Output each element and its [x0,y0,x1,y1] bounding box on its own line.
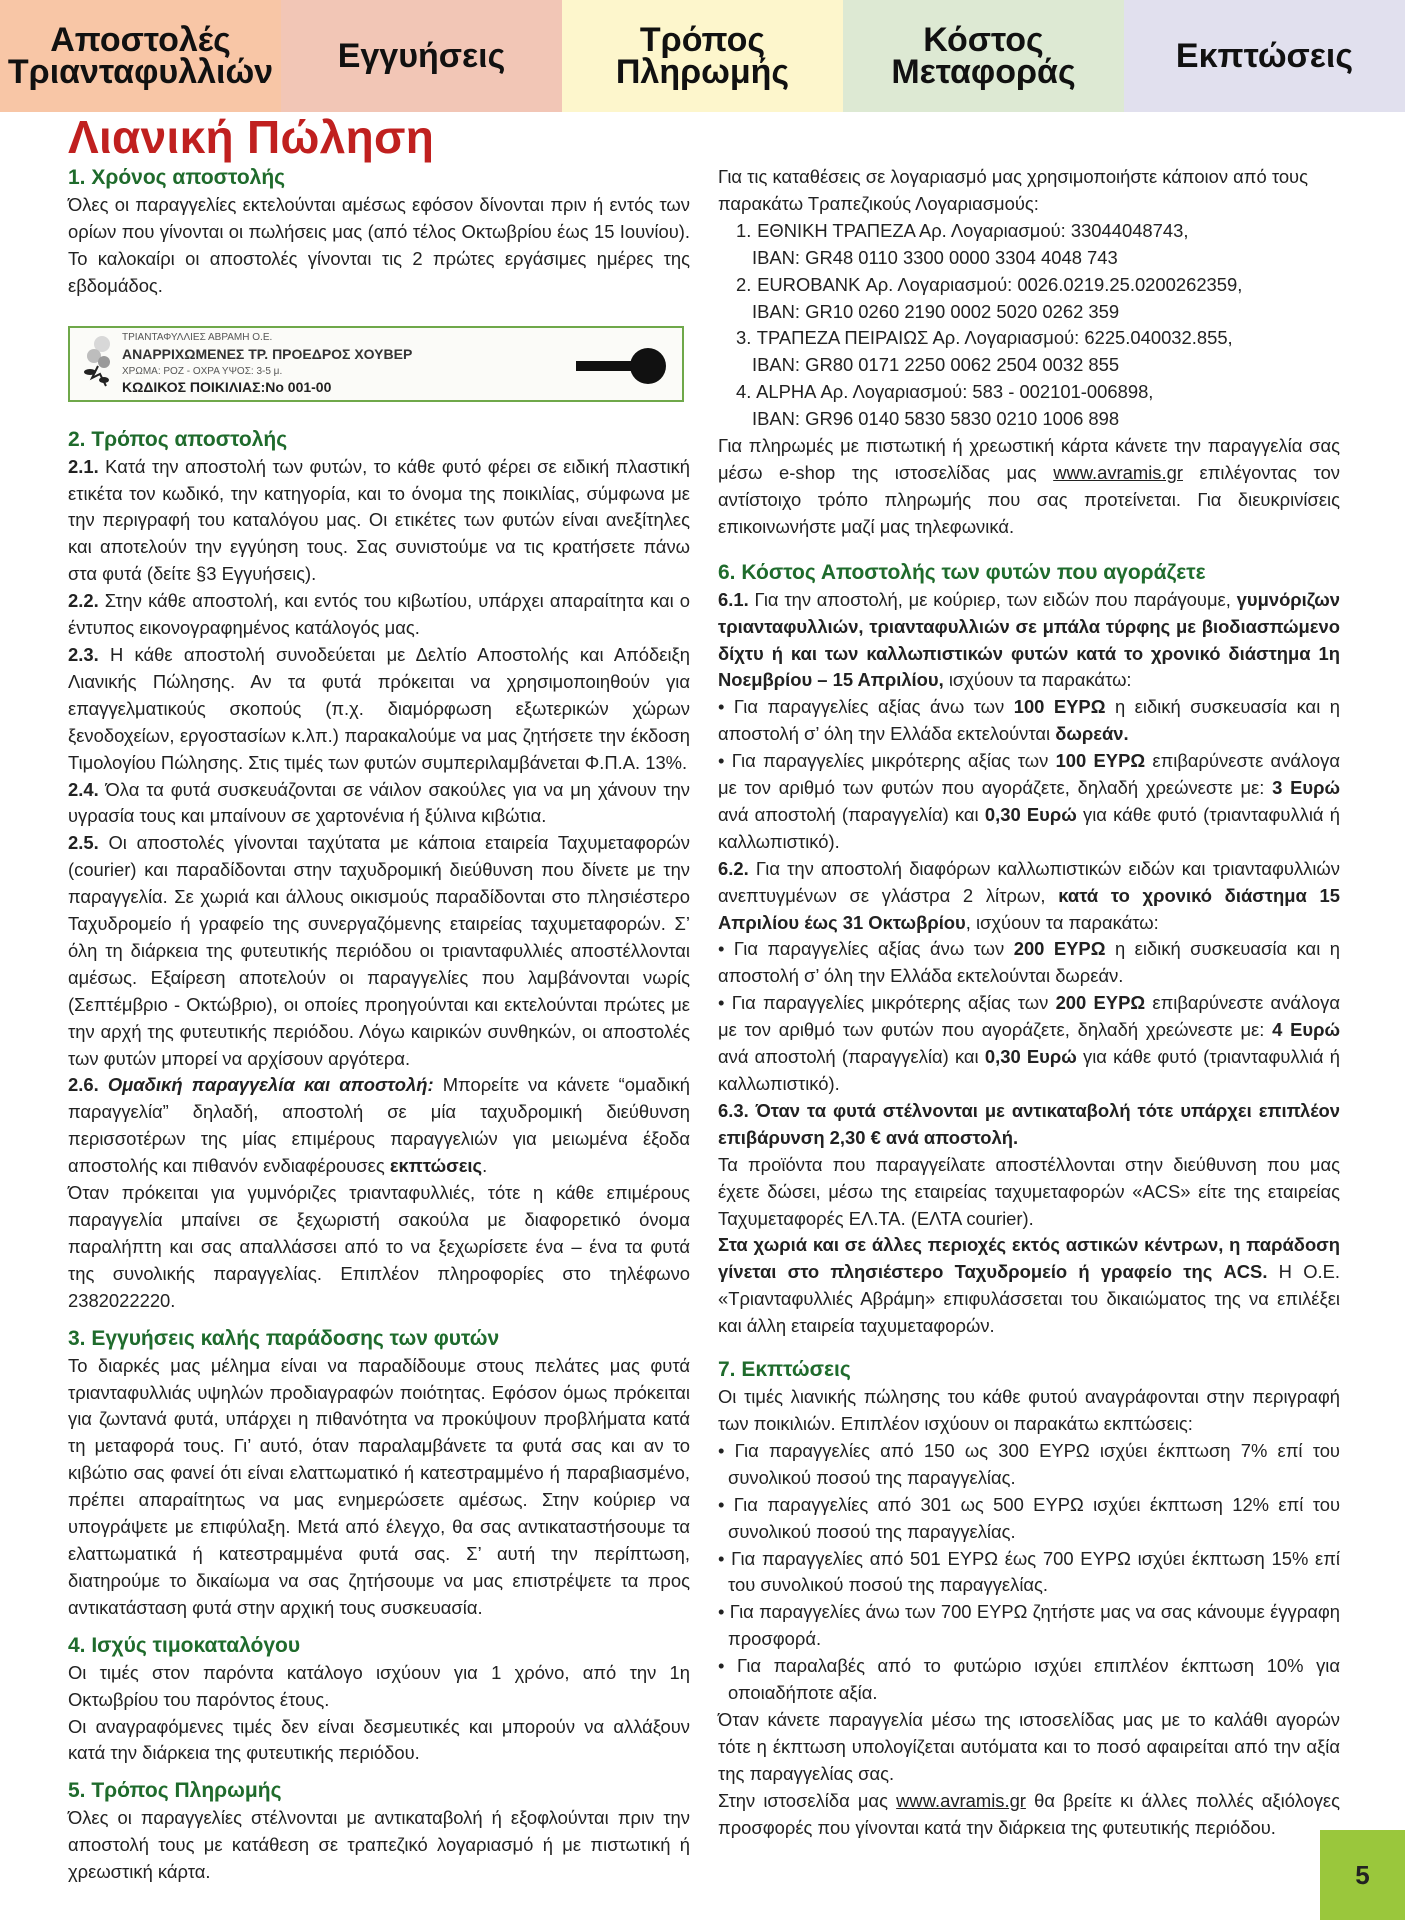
bank-accounts-list [718,218,1340,433]
bank-iban: IBAN: GR96 0140 5830 5830 0210 1006 898 [752,408,1120,430]
section-title-price-validity: 4. Ισχύς τιμοκαταλόγου [68,1633,301,1657]
item-bold-text: εκπτώσεις [389,1155,483,1177]
item-bold-text: 3 Ευρώ [1272,777,1340,799]
item-bold-text: δωρεάν. [1055,723,1129,745]
label-variety-name: ΑΝΑΡΡΙΧΩΜΕΝΕΣ ΤΡ. ΠΡΟΕΔΡΟΣ ΧΟΥΒΕΡ [122,345,413,362]
rose-icon [80,334,120,396]
shipping-method-2-2 [68,588,690,642]
bank-accounts-intro: Για τις καταθέσεις σε λογαριασμό μας χρησιμοποιήστε κάποιον από τους παρακάτω Τραπεζικούς Λογαριασμούς: [718,166,1308,214]
discounts-list [718,1438,1340,1707]
item-text: Οι αποστολές γίνονται ταχύτατα με κάποια εταιρεία Ταχυμεταφορών (courier) και παραδίδονται στην ταχυδρομική διεύθυνση που δίνετε με την παραγγελία. Σε χωριά και άλλους οικισμούς παραδίδονται στο πλησιέστερο Ταχυδρομείο ή γραφείο της συνεργαζόμενης εταιρείας ταχυμεταφορών. Σ’ όλη τη διάρκεια της φυτευτικής περιόδου οι τριανταφυλλιές αποστέλλονται αμέσως. Εξαίρεση αποτελούν οι παραγγελίες που λαμβάνονται νωρίς (Σεπτέμβριο - Οκτώβριο), οι οποίες προηγούνται και εκτελούνται πρώτες με την αρχή της φυτευτικής περιόδου. Λόγω καιρικών συνθηκών, οι αποστολές των φυτών μπορεί να αρχίσουν αργότερα. [68,832,690,1069]
item-text: για κάθε φυτό (τριανταφυλλιά ή καλλωπιστικό). [718,803,1341,852]
shipping-cost-villages [718,1232,1340,1340]
item-number: 2.2. [68,590,99,612]
discounts-intro: Οι τιμές λιανικής πώλησης του κάθε φυτού αναγράφονται στην περιγραφή των ποικιλιών. Επιπλέον ισχύουν οι παρακάτω εκπτώσεις: [718,1386,1340,1434]
tab-guarantees[interactable] [281,0,562,112]
bank-number: 4. [736,381,752,403]
plant-label-sample [68,326,684,402]
item-text: Στην κάθε αποστολή, και εντός του κιβωτίου, υπάρχει απαραίτητα και ο έντυπος εικονογραφημένος κατάλογός μας. [68,590,690,639]
bank-number: 2. [736,273,752,295]
item-number: 2.3. [68,643,99,665]
discount-item: • Για παραγγελίες άνω των 700 ΕΥΡΩ ζητήστε μας να σας κάνουμε έγγραφη προσφορά. [718,1601,1340,1650]
item-number: 2.1. [68,455,99,477]
shipping-method-2-3 [68,642,690,777]
right-column [718,164,1340,1841]
website-link[interactable]: www.avramis.gr [896,1789,1026,1811]
tab-shipping-cost[interactable] [843,0,1124,112]
tab-rose-shipping[interactable] [0,0,281,112]
item-text: • Για παραγγελίες μικρότερης αξίας των [718,992,1056,1014]
shipping-cost-6-3 [718,1098,1340,1152]
item-bold-text: 100 ΕΥΡΩ [1013,696,1106,718]
bank-iban: IBAN: GR80 0171 2250 0062 2504 0032 855 [752,354,1120,376]
text-part: επιλέγοντας τον αντίστοιχο τρόπο πληρωμής που σας προτείνεται. Για διευκρινίσεις επικοινωνήστε μαζί μας τηλεφωνικά. [718,461,1340,537]
item-bold-text: 100 ΕΥΡΩ [1055,750,1146,772]
shipping-method-2-1 [68,454,690,589]
tab-label-line: Εκπτώσεις [1175,37,1354,75]
tab-label-line: Κόστος [923,21,1044,59]
discount-item: • Για παραγγελίες από 150 ως 300 ΕΥΡΩ ισχύει έκπτωση 7% επί του συνολικού ποσού της παραγγελίας. [718,1439,1340,1488]
bank-name-account: ALPHA Αρ. Λογαριασμού: 583 - 002101-006898, [756,381,1154,403]
item-text: επιβαρύνεστε ανάλογα με τον αριθμό των φυτών που αγοράζετε, δηλαδή χρεώνεστε με: [718,750,1340,799]
item-number: 6.1. [718,588,749,610]
section-title-shipping-time: 1. Χρόνος αποστολής [68,166,286,189]
item-text: η ειδική συσκευασία και η αποστολή σ’ όλη την Ελλάδα εκτελούνται δωρεάν. [718,938,1340,987]
item-text: Η Ο.Ε. «Τριανταφυλλιές Αβράμη» επιφυλάσσεται του δικαιώματος της να επιλέξει και άλλη εταιρεία ταχυμεταφορών. [718,1261,1340,1337]
section-title-discounts: 7. Εκπτώσεις [718,1358,851,1382]
tab-label-line: Εγγυήσεις [337,37,506,75]
label-variety-code: ΚΩΔΙΚΟΣ ΠΟΙΚΙΛΙΑΣ:No 001-00 [122,378,332,395]
shipping-cost-6-2 [718,856,1340,937]
shipping-method-2-6 [68,1072,690,1180]
item-text: ανά αποστολή (παραγγελία) και [718,1046,985,1068]
page-title: Λιανική Πώληση [68,111,435,163]
item-text: Κατά την αποστολή των φυτών, το κάθε φυτό φέρει σε ειδική πλαστική ετικέτα τον κωδικό, την κατηγορία, και το όνομα της ποικιλίας, σύμφωνα με την περιγραφή του καταλόγου μας. Οι ετικέτες των φυτών είναι ανεξίτηλες και αποτελούν την εγγύηση τους. Σας συνιστούμε να τις κρατήσετε πάνω στα φυτά (δείτε §3 Εγγυήσεις). [68,455,690,585]
shipping-time-text: Όλες οι παραγγελίες εκτελούνται αμέσως εφόσον δίνονται πριν ή εντός των ορίων που γίνονται οι πωλήσεις μας (από τέλος Οκτωβρίου έως 15 Ιουνίου). Το καλοκαίρι οι αποστολές γίνονται τις 2 πρώτες εργάσιμες ημέρες της εβδομάδος. [68,194,690,296]
shipping-cost-6-1 [718,587,1340,695]
item-bold-text: γυμνόριζων τριανταφυλλιών, τριανταφυλλιών σε μπάλα τύρφης με βιοδιασπώμενο δίχτυ ή και των καλλωπιστικών φυτών κατά το χρονικό διάστημα 1η Νοεμβρίου – 15 Απριλίου, [718,588,1340,691]
left-column [68,164,690,1886]
section-title-payment: 5. Τρόπος Πληρωμής [68,1779,282,1803]
item-bold-text: κατά το χρονικό διάστημα 15 Απριλίου έως 31 Οκτωβρίου [718,884,1340,933]
item-text: • Για παραγγελίες μικρότερης αξίας των [718,750,1056,772]
item-number: 2.4. [68,778,99,800]
item-text: για κάθε φυτό (τριανταφυλλιά ή καλλωπιστικό). [718,1046,1341,1094]
discount-item: • Για παραγγελίες από 301 ως 500 ΕΥΡΩ ισχύει έκπτωση 12% επί του συνολικού ποσού της παραγγελίας. [718,1493,1340,1542]
section-title-shipping-method: 2. Τρόπος αποστολής [68,427,288,451]
tab-label-line: Τρόπος Πληρωμής [615,21,790,91]
item-bold-text: 4 Ευρώ [1272,1019,1340,1041]
payment-text: Όλες οι παραγγελίες στέλνονται με αντικαταβολή ή εξοφλούνται πριν την αποστολή τους με κατάθεση σε τραπεζικό λογαριασμό ή με πιστωτική ή χρεωστική κάρτα. [68,1807,690,1883]
item-number: 2.5. [68,832,99,854]
discounts-cart-note: Όταν κάνετε παραγγελία μέσω της ιστοσελίδας μας με το καλάθι αγορών τότε η έκπτωση υπολογίζεται αυτόματα και το ποσό αφαιρείται από την αξία της παραγγελίας σας. [718,1708,1340,1784]
text-part: Για πληρωμές με πιστωτική ή χρεωστική κάρτα κάνετε την παραγγελία σας μέσω e-shop της ιστοσελίδας μας [718,435,1340,483]
item-bold-text: 0,30 Ευρώ [984,1046,1077,1068]
item-text: . [482,1155,488,1177]
item-bold-text: Στα χωριά και σε άλλες περιοχές εκτός αστικών κέντρων, η παράδοση γίνεται στο πλησιέστερο Ταχυδρομείο ή γραφείο της ACS. [718,1234,1340,1283]
shipping-cost-bullet [718,936,1340,990]
label-company: ΤΡΙΑΝΤΑΦΥΛΛΙΕΣ ΑΒΡΑΜΗ Ο.Ε. [122,331,273,343]
bank-account-item [736,325,1340,379]
item-text: η ειδική συσκευασία και η αποστολή σ’ όλη την Ελλάδα εκτελούνται [718,696,1340,745]
label-color-height: ΧΡΩΜΑ: ΡΟΖ - ΟΧΡΑ ΥΨΟΣ: 3-5 μ. [122,365,283,377]
discounts-website-note [718,1788,1340,1842]
item-bold-text: 200 ΕΥΡΩ [1013,938,1106,960]
item-text: ανά αποστολή (παραγγελία) και [718,803,985,825]
item-text: επιβαρύνεστε ανάλογα με τον αριθμό των φυτών που αγοράζετε, δηλαδή χρεώνεστε με: [718,992,1340,1041]
tab-label-line: Μεταφοράς [891,53,1076,91]
text-part: θα βρείτε κι άλλες πολλές αξιόλογες προσφορές που γίνονται κατά την διάρκεια της φυτευτικής περιόδου. [718,1789,1340,1838]
shipping-method-2-4 [68,777,690,831]
item-bold-text: 200 ΕΥΡΩ [1055,992,1146,1014]
bank-account-item [736,272,1340,326]
item-number: 2.6. [68,1074,99,1096]
item-text: Για την αποστολή διαφόρων καλλωπιστικών ειδών και τριανταφυλλιών ανεπτυγμένων σε γλάστρα 2 λίτρων, [718,857,1340,906]
item-bold-text: 0,30 Ευρώ [984,803,1077,825]
label-hole-icon [576,348,668,384]
item-text: • Για παραγγελίες αξίας άνω των [718,696,1014,718]
shipping-method-2-5 [68,830,690,1072]
page-number: 5 [1320,1830,1405,1920]
item-text: • Για παραγγελίες αξίας άνω των [718,938,1014,960]
section-title-guarantees: 3. Εγγυήσεις καλής παράδοσης των φυτών [68,1326,500,1350]
item-text: , ισχύουν τα παρακάτω: [965,911,1159,933]
item-text: Η κάθε αποστολή συνοδεύεται με Δελτίο Αποστολής και Απόδειξη Λιανικής Πώλησης. Αν τα φυτά πρόκειται να χρησιμοποιηθούν για επαγγελματικούς σκοπούς (π.χ. διαμόρφωση εξωτερικών χώρων ξενοδοχείων, εργοστασίων κ.λπ.) παρακαλούμε να μας ζητήσετε την έκδοση Τιμολογίου Πώλησης. Στις τιμές των φυτών συμπεριλαμβάνεται Φ.Π.Α. 13%. [68,643,690,773]
price-validity-text-1: Οι τιμές στον παρόντα κατάλογο ισχύουν για 1 χρόνο, από την 1η Οκτωβρίου του παρόντος έτους. [68,1661,690,1710]
guarantees-text: Το διαρκές μας μέλημα είναι να παραδίδουμε στους πελάτες μας φυτά τριανταφυλλιάς υψηλών προδιαγραφών ποιότητας. Εφόσον όμως πρόκειται για ζωντανά φυτά, υπάρχει η πιθανότητα να προκύψουν προβλήματα κατά τη μεταφορά τους. Γι’ αυτό, όταν παραλαμβάνετε τα φυτά σας και αν το κιβώτιο σας φανεί ότι είναι ελαττωματικό ή κατεστραμμένο ή παραβιασμένο, πρέπει απαραίτητως να μας ενημερώσετε αμέσως. Στην κούριερ να υπογράψετε με επιφύλαξη. Μετά από έλεγχο, θα σας αντικαταστήσουμε τα ελαττωματικά ή κατεστραμμένα φυτά σας. Σ’ αυτή την περίπτωση, διατηρούμε το δικαίωμα να σας ζητήσουμε να μας επιστρέψετε τα προς αντικατάσταση φυτά στην αρχική τους συσκευασία. [68,1354,690,1618]
tab-label-line: Αποστολές [50,21,231,59]
website-link[interactable]: www.avramis.gr [1053,461,1183,483]
item-bold-text: 6.3. Όταν τα φυτά στέλνονται με αντικαταβολή τότε υπάρχει επιπλέον επιβάρυνση 2,30 € ανά αποστολή. [718,1099,1340,1148]
shipping-cost-couriers: Τα προϊόντα που παραγγείλατε αποστέλλονται στην διεύθυνση που μας έχετε δώσει, μέσω της εταιρείας ταχυμεταφορών «ACS» είτε της εταιρείας Ταχυμεταφορές ΕΛ.ΤΑ. (ΕΛΤΑ courier). [718,1153,1340,1229]
item-text: Για την αποστολή, με κούριερ, των ειδών που παράγουμε, [748,588,1237,610]
item-number: 6.2. [718,857,749,879]
bank-name-account: EUROBANK Αρ. Λογαριασμού: 0026.0219.25.0200262359, [757,273,1243,295]
section-tabs [0,0,1405,112]
item-text: Μπορείτε να κάνετε “ομαδική παραγγελία” δηλαδή, αποστολή σε μία ταχυδρομική διεύθυνση περισσοτέρων της μίας επιμέρους παραγγελιών για μειωμένα έξοδα αποστολής και πιθανόν ενδιαφέρουσες [68,1074,690,1177]
shipping-cost-bullet [718,694,1340,748]
discount-item: • Για παραγγελίες από 501 ΕΥΡΩ έως 700 ΕΥΡΩ ισχύει έκπτωση 15% επί του συνολικού ποσού της παραγγελίας. [718,1547,1340,1596]
item-text: ισχύουν τα παρακάτω: [943,669,1132,691]
section-title-shipping-cost: 6. Κόστος Αποστολής των φυτών που αγοράζετε [718,560,1206,584]
shipping-cost-bullet [718,748,1340,856]
discount-item: • Για παραλαβές από το φυτώριο ισχύει επιπλέον έκπτωση 10% για οποιαδήποτε αξία. [718,1655,1340,1704]
bank-iban: IBAN: GR10 0260 2190 0002 5020 0262 359 [752,300,1120,322]
text-part: Στην ιστοσελίδα μας [718,1789,897,1811]
shipping-cost-bullet [718,990,1340,1098]
bank-account-item [736,218,1340,272]
tab-label-line: Τριανταφυλλιών [7,53,274,91]
bank-number: 3. [736,327,752,349]
item-subtitle: Ομαδική παραγγελία και αποστολή: [98,1074,434,1096]
price-validity-text-2: Οι αναγραφόμενες τιμές δεν είναι δεσμευτικές και μπορούν να αλλάξουν κατά την διάρκεια της φυτευτικής περιόδου. [68,1715,690,1764]
tab-payment-method[interactable] [562,0,843,112]
bank-account-item [736,379,1340,433]
tab-discounts[interactable] [1124,0,1405,112]
shipping-method-group-note: Όταν πρόκειται για γυμνόριζες τριανταφυλλιές, τότε η κάθε επιμέρους παραγγελία μπαίνει σε ξεχωριστή σακούλα με διαφορετικό όνομα παραλήπτη και σας απαλλάσσει από το να ξεχωρίσετε ένα – ένα τα φυτά της συνολικής παραγγελίας. Επιπλέον πληροφορίες στο τηλέφωνο 2382022220. [68,1182,690,1311]
bank-name-account: ΤΡΑΠΕΖΑ ΠΕΙΡΑΙΩΣ Αρ. Λογαριασμού: 6225.040032.855, [756,327,1233,349]
bank-name-account: ΕΘΝΙΚΗ ΤΡΑΠΕΖΑ Αρ. Λογαριασμού: 33044048743, [757,219,1189,241]
bank-iban: IBAN: GR48 0110 3300 0000 3304 4048 743 [752,246,1118,268]
card-payment-text [718,433,1340,541]
item-text: Όλα τα φυτά συσκευάζονται σε νάιλον σακούλες για να μη χάνουν την υγρασία τους και μπαίνουν σε χαρτονένια ή ξύλινα κιβώτια. [68,778,690,827]
bank-number: 1. [736,219,752,241]
